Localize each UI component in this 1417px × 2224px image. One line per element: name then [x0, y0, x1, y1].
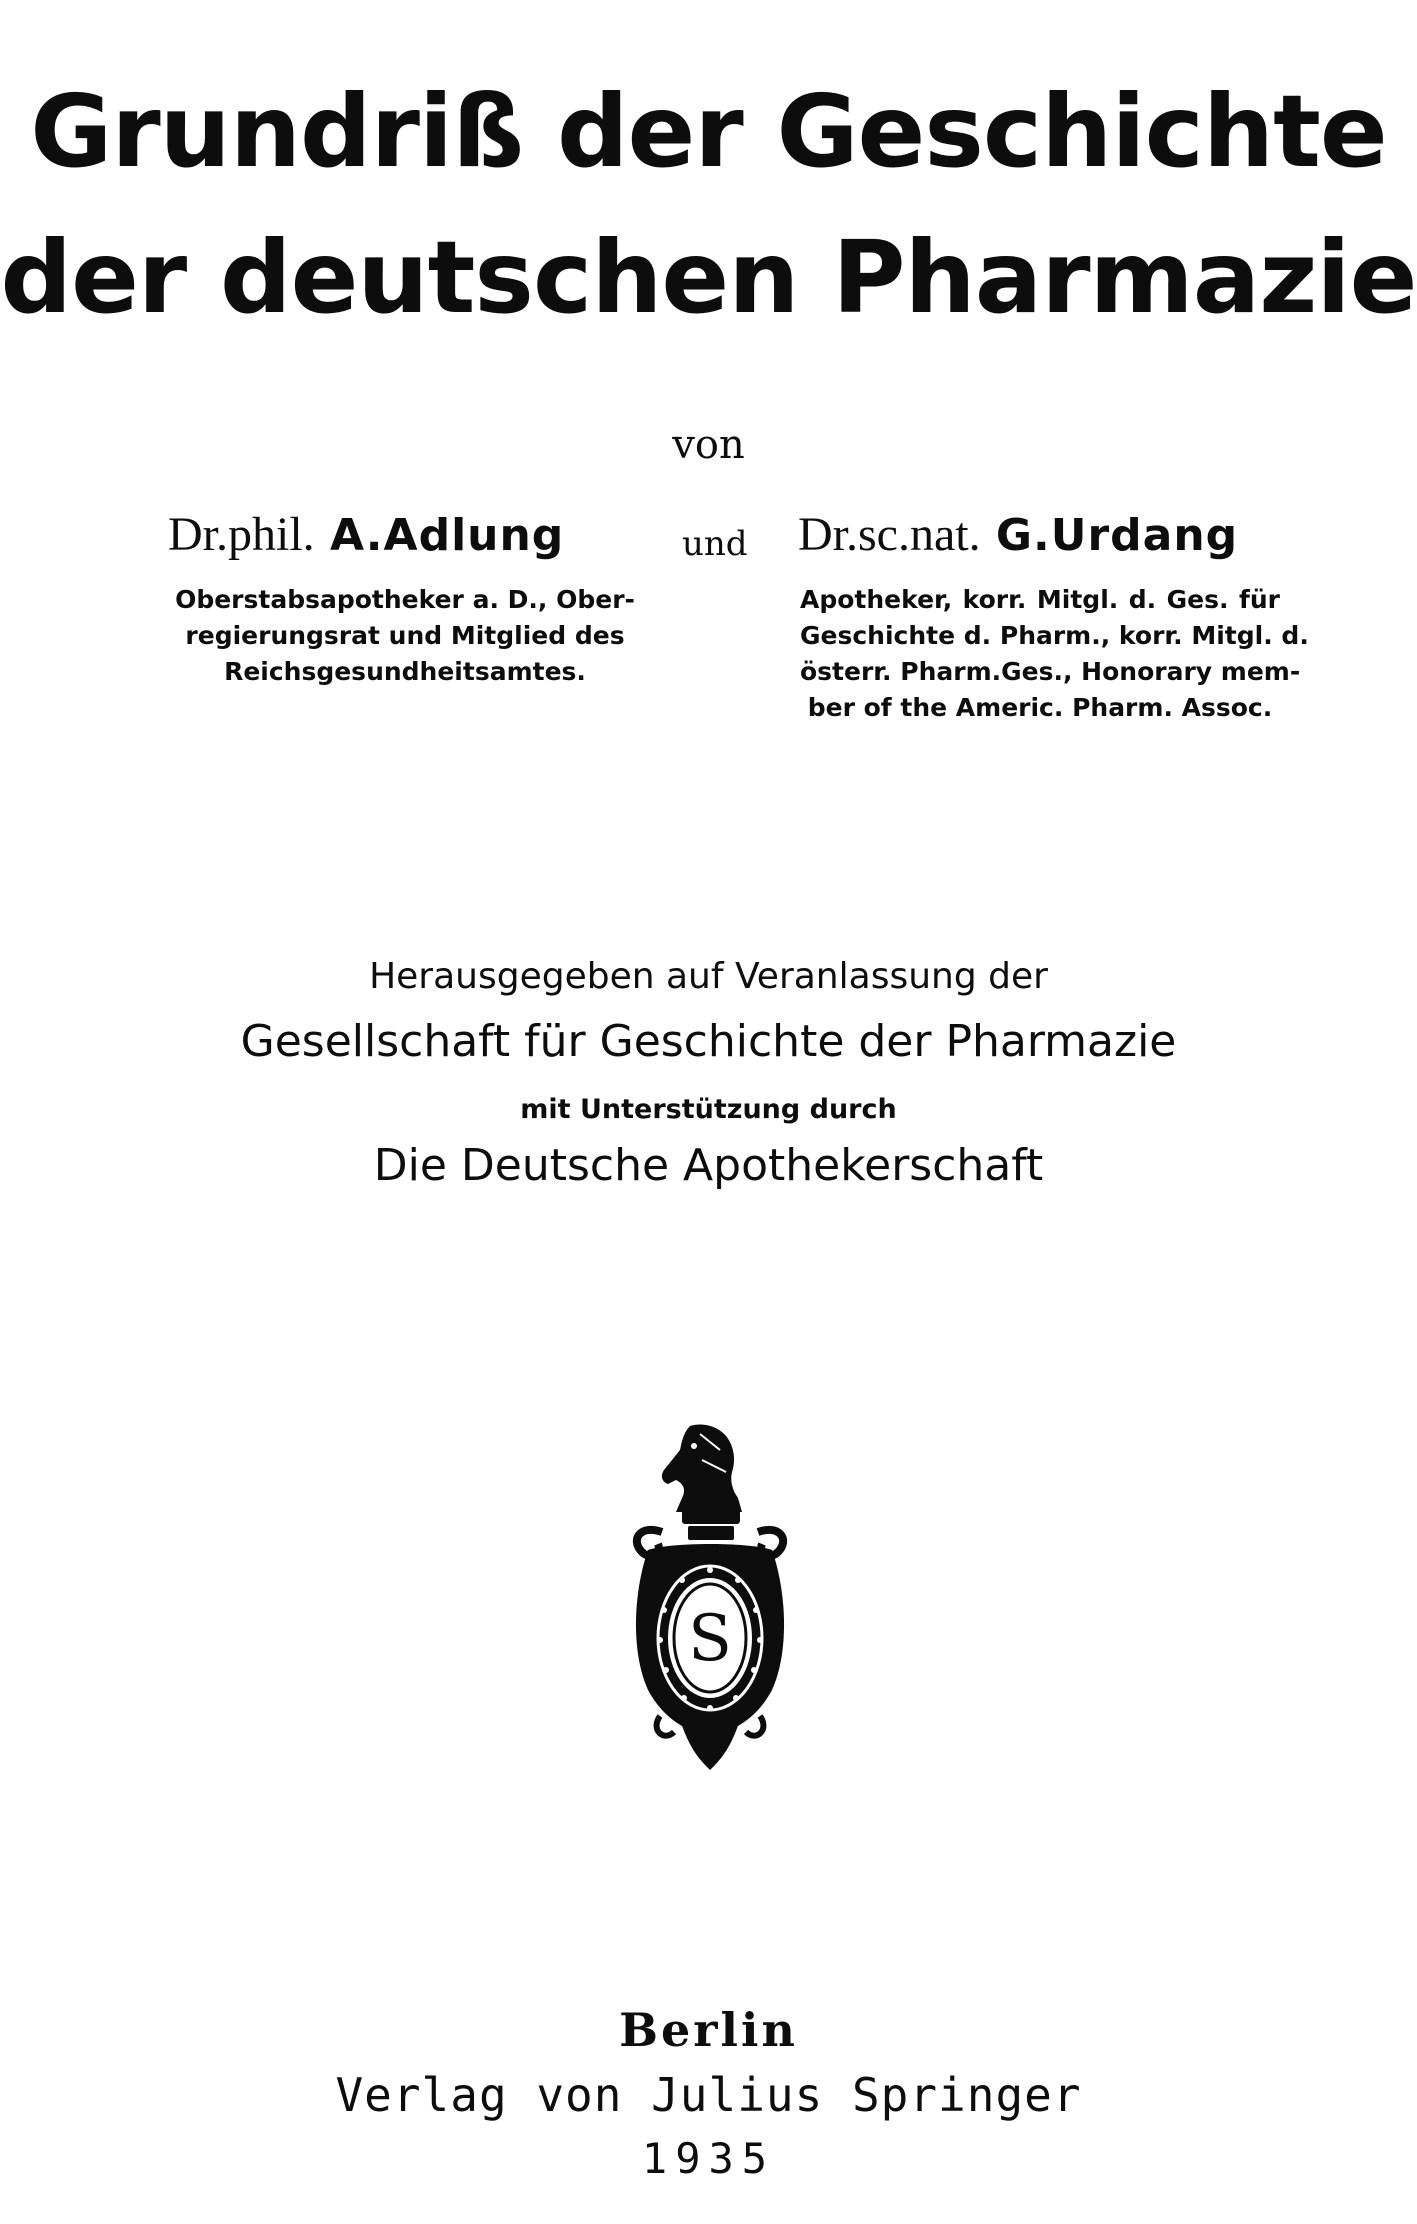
author-1-affiliation-line: Reichsgesundheitsamtes. — [224, 657, 586, 686]
author-2-name — [798, 510, 1238, 559]
author-1-surname: A.Adlung — [329, 510, 565, 561]
author-1-prefix: Dr.phil. — [168, 508, 315, 561]
author-2-affiliation — [800, 582, 1309, 726]
author-2-surname: G.Urdang — [995, 510, 1239, 561]
publisher-emblem-icon — [620, 1420, 800, 1775]
author-1-affiliation — [165, 582, 645, 690]
imprint-publisher: Verlag von Julius Springer — [335, 2068, 1082, 2122]
emblem-letter: S — [688, 1602, 732, 1676]
author-2-prefix: Dr.sc.nat. — [798, 508, 981, 561]
publication-note-supporter: Die Deutsche Apothekerschaft — [373, 1140, 1044, 1191]
conjunction: und — [682, 524, 748, 564]
book-title-line-2: der deutschen Pharmazie — [0, 219, 1417, 336]
publication-note-line-1: Herausgegeben auf Veranlassung der — [369, 956, 1048, 997]
by-label: von — [672, 422, 745, 468]
author-1-name — [168, 510, 564, 559]
author-2-affiliation-line: österr. Pharm.Ges., Honorary mem- — [800, 657, 1301, 686]
imprint-year: 1935 — [641, 2134, 776, 2183]
author-2-affiliation-line: ber of the Americ. Pharm. Assoc. — [807, 693, 1273, 722]
author-2-affiliation-line: Apotheker, korr. Mitgl. d. Ges. für — [800, 585, 1280, 614]
author-2-affiliation-line: Geschichte d. Pharm., korr. Mitgl. d. — [800, 621, 1309, 650]
imprint-city: Berlin — [619, 2003, 798, 2057]
book-title-line-1: Grundriß der Geschichte — [30, 73, 1387, 190]
author-1-affiliation-line: regierungsrat und Mitglied des — [185, 621, 625, 650]
publication-note-line-3: mit Unterstützung durch — [520, 1094, 897, 1125]
author-1-affiliation-line: Oberstabsapotheker a. D., Ober- — [175, 585, 635, 614]
publication-note-society: Gesellschaft für Geschichte der Pharmazie — [240, 1016, 1177, 1067]
